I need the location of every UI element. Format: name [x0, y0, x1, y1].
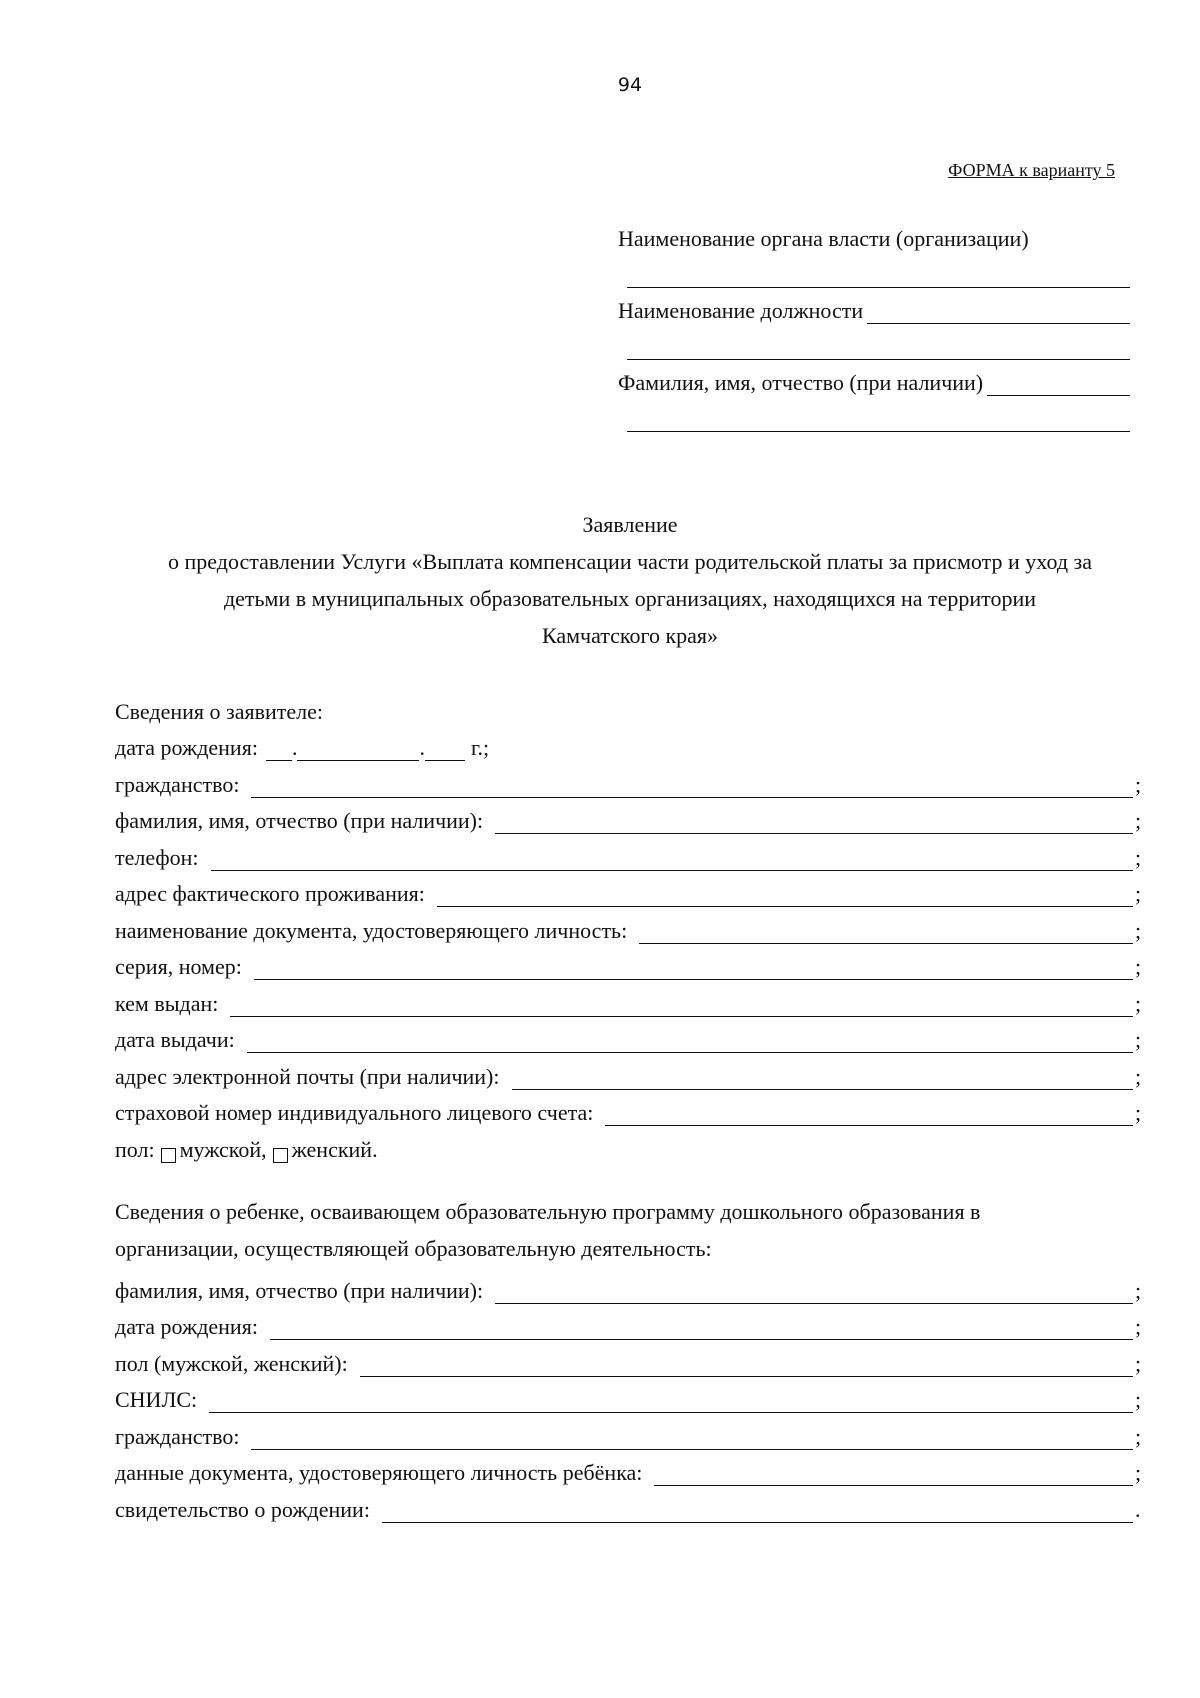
applicant-section [115, 688, 1145, 1163]
birth-date-suffix: г.; [470, 735, 490, 760]
male-checkbox[interactable] [161, 1148, 176, 1163]
field-end-punctuation: ; [1135, 1063, 1142, 1089]
field-input-line[interactable] [639, 921, 1133, 944]
form-field-row [115, 1486, 1145, 1523]
field-end-punctuation: ; [1135, 1460, 1142, 1485]
birth-year-input[interactable] [425, 740, 465, 761]
field-label: фамилия, имя, отчество (при наличии): [115, 1277, 484, 1303]
gender-label: пол: [115, 1136, 155, 1162]
addressee-block [618, 216, 1130, 432]
field-end-punctuation: ; [1135, 954, 1142, 979]
child-fields [115, 1267, 1145, 1486]
field-label: фамилия, имя, отчество (при наличии): [115, 808, 484, 833]
child-heading-line-2: организации, осуществляющей образовательную деятельность: [115, 1235, 712, 1261]
birth-date-label: дата рождения: [115, 735, 258, 760]
name-input-line-2[interactable] [627, 409, 1130, 432]
field-end-punctuation: . [1135, 1496, 1141, 1522]
field-end-punctuation: ; [1135, 917, 1142, 943]
application-title [115, 506, 1145, 654]
position-blank-row [623, 324, 1130, 360]
field-end-punctuation: ; [1135, 990, 1142, 1016]
form-field-row [115, 761, 1145, 798]
field-label: дата выдачи: [115, 1027, 235, 1052]
male-label: мужской, [179, 1136, 267, 1162]
field-label: гражданство: [115, 771, 240, 797]
authority-label: Наименование органа власти (организации) [618, 226, 1029, 251]
field-label: гражданство: [115, 1423, 240, 1449]
field-input-line[interactable] [605, 1103, 1133, 1126]
title-line-1: о предоставлении Услуги «Выплата компенсации части родительской платы за присмотр и уход за [168, 549, 1092, 574]
name-blank-row [623, 396, 1130, 432]
authority-input-line[interactable] [627, 265, 1130, 288]
field-end-punctuation: ; [1135, 1387, 1142, 1412]
form-field-row [115, 1304, 1145, 1341]
field-input-line[interactable] [495, 811, 1133, 834]
field-label: страховой номер индивидуального лицевого счета: [115, 1100, 594, 1125]
field-end-punctuation: ; [1135, 771, 1142, 797]
birth-day-input[interactable] [266, 740, 292, 761]
form-field-row [115, 1413, 1145, 1450]
field-input-line[interactable] [270, 1317, 1133, 1340]
form-field-row [115, 834, 1145, 871]
position-input-line[interactable] [867, 301, 1130, 324]
field-input-line[interactable] [254, 957, 1133, 980]
form-field-row [115, 980, 1145, 1017]
field-end-punctuation: ; [1135, 1277, 1142, 1303]
birth-month-input[interactable] [297, 740, 419, 761]
form-field-row [115, 1053, 1145, 1090]
child-heading-line-1: Сведения о ребенке, осваивающем образовательную программу дошкольного образования в [115, 1199, 981, 1224]
field-end-punctuation: ; [1135, 1314, 1142, 1339]
female-label: женский. [291, 1136, 378, 1162]
field-label: СНИЛС: [115, 1387, 198, 1412]
field-input-line[interactable] [360, 1354, 1133, 1377]
field-end-punctuation: ; [1135, 808, 1142, 833]
field-input-line[interactable] [382, 1500, 1133, 1523]
title-line-3: Камчатского края» [541, 623, 719, 648]
field-input-line[interactable] [251, 1427, 1133, 1450]
field-label: данные документа, удостоверяющего личность ребёнка: [115, 1460, 643, 1485]
birth-date-separator: . [291, 735, 298, 760]
field-end-punctuation: ; [1135, 1100, 1142, 1125]
field-label: пол (мужской, женский): [115, 1350, 348, 1376]
birth-date-separator: . [419, 735, 425, 760]
position-row [618, 288, 1130, 324]
field-end-punctuation: ; [1135, 881, 1142, 906]
page-number: 94 [617, 74, 643, 96]
applicant-heading-text: Сведения о заявителе: [115, 698, 324, 724]
field-label: свидетельство о рождении: [115, 1496, 370, 1522]
form-field-row [115, 1377, 1145, 1414]
field-end-punctuation: ; [1135, 1027, 1142, 1052]
field-end-punctuation: ; [1135, 1423, 1142, 1449]
form-field-row [115, 871, 1145, 908]
authority-blank-row [623, 252, 1130, 288]
name-input-line[interactable] [987, 373, 1130, 396]
form-field-row [115, 1017, 1145, 1054]
child-section [115, 1194, 1145, 1523]
field-input-line[interactable] [247, 1030, 1133, 1053]
form-field-row [115, 1090, 1145, 1127]
form-field-row [115, 944, 1145, 981]
field-label: телефон: [115, 844, 199, 870]
position-label: Наименование должности [618, 298, 864, 323]
name-label: Фамилия, имя, отчество (при наличии) [618, 370, 984, 395]
female-checkbox[interactable] [273, 1148, 288, 1163]
applicant-birth-date-row [115, 725, 1145, 762]
field-label: серия, номер: [115, 954, 242, 979]
form-field-row [115, 1340, 1145, 1377]
field-input-line[interactable] [251, 775, 1133, 798]
field-label: кем выдан: [115, 990, 219, 1016]
form-field-row [115, 1267, 1145, 1304]
gender-row [115, 1126, 1145, 1163]
field-end-punctuation: ; [1135, 1350, 1142, 1376]
form-field-row [115, 1450, 1145, 1487]
field-input-line[interactable] [437, 884, 1133, 907]
form-field-row [115, 907, 1145, 944]
title-line-2: детьми в муниципальных образовательных организациях, находящихся на территории [223, 586, 1037, 611]
field-input-line[interactable] [654, 1463, 1133, 1486]
applicant-fields [115, 761, 1145, 1126]
child-heading [115, 1194, 1145, 1267]
field-input-line[interactable] [495, 1281, 1133, 1304]
field-end-punctuation: ; [1135, 844, 1142, 870]
form-field-row [115, 798, 1145, 835]
form-variant-label: ФОРМА к варианту 5 [948, 160, 1115, 180]
applicant-heading [115, 688, 1145, 725]
field-input-line[interactable] [230, 994, 1133, 1017]
field-label: адрес фактического проживания: [115, 881, 425, 906]
field-label: дата рождения: [115, 1314, 258, 1339]
position-input-line-2[interactable] [627, 337, 1130, 360]
field-input-line[interactable] [512, 1067, 1134, 1090]
field-input-line[interactable] [211, 848, 1133, 871]
field-label: наименование документа, удостоверяющего личность: [115, 917, 628, 943]
field-label: адрес электронной почты (при наличии): [115, 1063, 500, 1089]
field-input-line[interactable] [209, 1390, 1133, 1413]
authority-row [618, 216, 1130, 252]
title-heading: Заявление [582, 512, 678, 537]
name-row [618, 360, 1130, 396]
